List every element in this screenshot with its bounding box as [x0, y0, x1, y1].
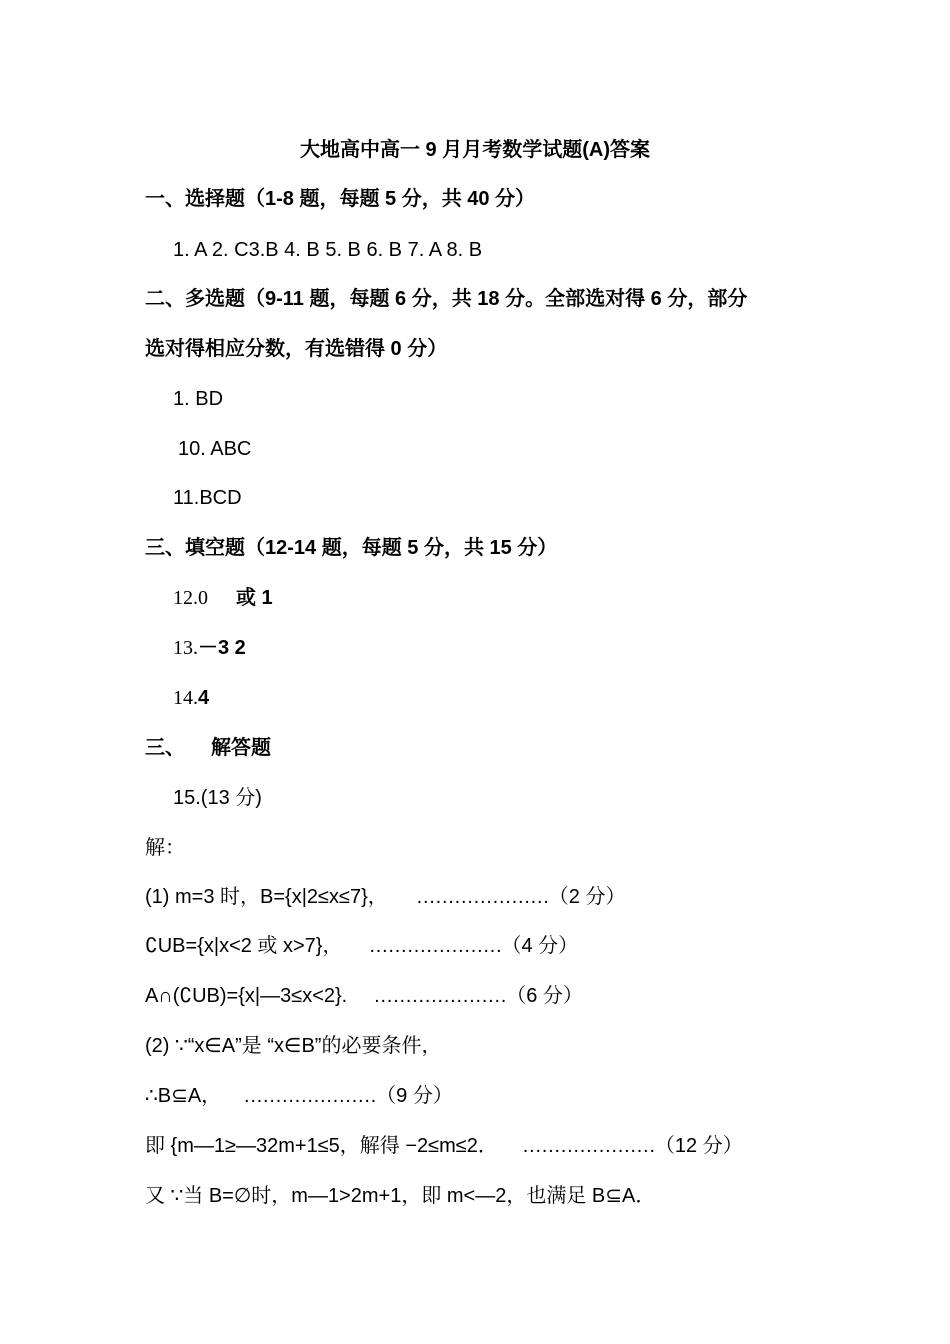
solution-line-text: ∁UB={x|x<2 或 x>7}，: [145, 935, 343, 957]
solution-line-5: [145, 1082, 453, 1110]
score-label: （2 分）: [548, 886, 626, 908]
section-3-heading: 三、填空题（12-14 题，每题 5 分，共 15 分）: [145, 537, 558, 559]
leader-dots: …………………: [373, 985, 507, 1007]
score-label: （9 分）: [376, 1085, 453, 1107]
section-2-heading-line-1: 二、多选题（9-11 题，每题 6 分，共 18 分。全部选对得 6 分，部分: [145, 288, 748, 310]
leader-dots: …………………: [368, 935, 502, 957]
question-14-answer: [173, 684, 209, 712]
section-4-heading: [145, 734, 271, 762]
section-1-answers: 1. A 2. C3.B 4. B 5. B 6. B 7. A 8. B: [173, 239, 483, 261]
solution-line-7: [145, 1182, 655, 1210]
solution-label: 解：: [145, 837, 185, 859]
section-4-title: 解答题: [211, 737, 271, 759]
question-13-answer: [173, 634, 246, 662]
solution-line-text: ∴B⊆A，: [145, 1085, 222, 1107]
leader-dots: …………………: [415, 886, 549, 908]
question-12-value: 或 1: [236, 587, 273, 609]
solution-line-3: [145, 982, 583, 1010]
solution-line-6: [145, 1132, 743, 1160]
question-14-number: 14.: [173, 687, 198, 709]
leader-dots: …………………: [243, 1085, 377, 1107]
question-11-answer: 11.BCD: [173, 487, 242, 509]
solution-line-text: A∩(∁UB)={x|—3≤x<2}.: [145, 985, 348, 1007]
solution-line-text: (2) ∵“x∈A”是 “x∈B”的必要条件，: [145, 1035, 442, 1057]
score-label: （4 分）: [501, 935, 579, 957]
solution-line-text: (1) m=3 时，B={x|2≤x≤7}，: [145, 886, 388, 908]
solution-line-text: 即 {m—1≥—32m+1≤5，解得 −2≤m≤2．: [145, 1135, 498, 1157]
question-9-answer: 1. BD: [173, 388, 224, 410]
score-label: （6 分）: [506, 985, 583, 1007]
question-10-answer: 10. ABC: [178, 438, 252, 460]
solution-line-1: [145, 883, 625, 911]
question-14-value: 4: [198, 687, 210, 709]
question-12-number: 12.0: [173, 587, 208, 609]
question-12-answer: [173, 584, 273, 612]
score-label: （12 分）: [654, 1135, 743, 1157]
section-2-heading-line-2: 选对得相应分数，有选错得 0 分）: [145, 338, 448, 360]
solution-line-text: 又 ∵当 B=∅时，m—1>2m+1，即 m<—2，也满足 B⊆A．: [145, 1185, 656, 1207]
question-15-label: 15.(13 分): [173, 787, 262, 809]
document-title: 大地高中高一 9 月月考数学试题(A)答案: [300, 139, 650, 161]
solution-line-2: [145, 932, 578, 960]
section-4-number: 三、: [145, 737, 185, 759]
leader-dots: …………………: [521, 1135, 655, 1157]
solution-line-4: [145, 1032, 441, 1060]
question-13-number: 13.: [173, 637, 198, 659]
section-1-heading: 一、选择题（1-8 题，每题 5 分，共 40 分）: [145, 188, 536, 210]
question-13-value: －3 2: [198, 637, 246, 659]
